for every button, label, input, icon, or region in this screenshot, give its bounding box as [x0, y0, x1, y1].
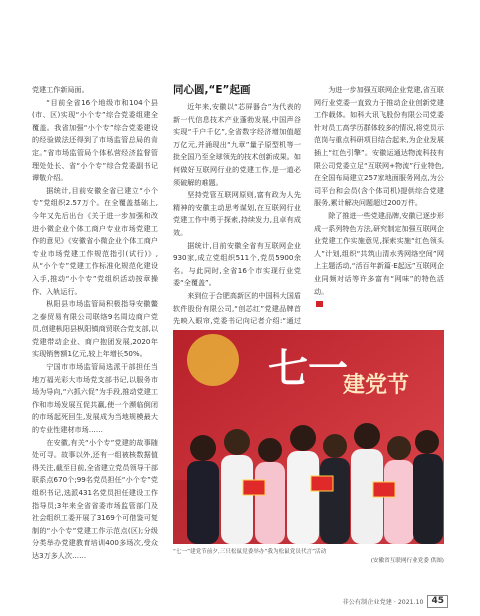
event-photo [173, 330, 444, 544]
caption-text: “七一”建党节前夕,三只松鼠党委举办“我为松鼠党员代言”活动 [173, 549, 327, 555]
paragraph: 近年来,安徽以“芯屏器合”为代表的新一代信息技术产业蓬勃发展,中国声谷实现“千户千亿”,全省数字经济增加值超万亿元,并涌现出“九章”量子原型机等一批全国乃至全球领先的技术创新成果。如何做好互联网行业的党建工作,是一道必须破解的难题。 [173, 102, 301, 187]
paragraph: 为进一步加强互联网企业党建,省互联网行业党委一直致力于推动企业创新党建工作载体。如科大讯飞股份有限公司党委针对员工高学历群体较多的情况,将党员示范岗与重点科研项目结合起来,为企业发展插上“红色引擎”。安徽运通达物流科技有限公司党委立足“互联网+物流”行业特色,在全国布局建立257家地面服务网点,为公司平台和会员(含个体司机)提供综合党建服务,累计解决问题超过200万件。 [314, 85, 444, 208]
event-photo-illustration [173, 330, 444, 544]
paragraph: 来到位于合肥高新区的中国科大国盾软件股份有限公司,“创芯红”党建品牌首先映入眼帘,党委书记向记者介绍:“通过 [173, 290, 301, 326]
end-mark-icon [316, 301, 323, 307]
paragraph: 除了推进一些党建品牌,安徽已逐步形成一系列特色方法,研究制定加强互联网企业党建工作实施意见,探索实施“红色领头人”计划,组织“共筑山清水秀网络空间”网上主题活动,“活百年新篇·E起远”互联网企业同频对话等许多富有“网味”的特色活动。 [314, 210, 444, 296]
paragraph: 党建工作新局面。 [32, 85, 89, 94]
article-column-left [32, 84, 158, 563]
paragraph: “目前全省16个地级市和104个县(市、区)实现“小个专”综合党委组建全覆盖。我省加强“小个专”综合党委建设的经验做法还得到了市场监管总局的肯定。”省市场监管局个体私营经济监督管理处处长、省“小个专”综合党委副书记谭敬介绍。 [32, 97, 158, 183]
paragraph: 宁国市市场监管局选派干部担任当地万福光彩大市场党支部书记,以服务市场为导向,“六抓六促”为手段,推动党建工作和市场发展互促共赢,使一个濒临倒闭的市场起死回生,发展成为当地规模最大的专业性建材市场…… [32, 362, 158, 435]
paragraph: 据统计,目前安徽全省有互联网企业930家,成立党组织511个,党员5900余名。与此同时,全省16个市实现行业党委“全覆盖”。 [173, 240, 301, 288]
paragraph: 坚持党管互联网原则,富有政为人先精神的安徽主动思考谋划,在互联网行业党建工作中勇于探索,持续发力,且卓有成效。 [173, 190, 301, 237]
banner-text: 七一 [268, 345, 348, 392]
paragraph: 枞阳县市场监管局积极指导安徽鳖之泰贸易有限公司联络9名周边商户党员,创建枞阳县枞阳镇商贸联合党支部,以党建带动企业、商户抱团发展,2020年实现销售额1亿元,较上年增长50%。 [32, 299, 158, 359]
section-heading: 同心圆,“E”起画 [173, 84, 251, 96]
paragraph: 据统计,目前安徽全省已建立“小个专”党组织2.57万个。在全覆盖基础上,今年又先后出台《关于进一步加强和改进小微企业个体工商户专业市场党建工作的意见》《安徽省小微企业个体工商户专业市场党建工作规范指引(试行)》,从“小个专”党建工作标准化规范化建设入手,推动“小个专”党组织活动按章操作、入轨运行。 [32, 185, 158, 296]
banner-subtext: 建党节 [343, 372, 410, 398]
paragraph: 在安徽,有关“小个专”党建的故事随处可寻。故事以外,还有一组被核数据值得关注,截至目前,全省建立党员领导干部联系点670个;99名党员担任“小个专”党组织书记,选派431名党员担任建设工作指导员;3年来全省省委市场监管部门及社会组织工委开展了3169个可借鉴可复制的“小个专”党建工作示范点(区);分级分类举办党建教育培训400多场次,受众达3万多人次…… [32, 437, 158, 560]
photo-credit: (安徽省互联网行业党委 供图) [370, 558, 444, 564]
article-column-right [314, 84, 444, 311]
page-number: 45 [427, 595, 448, 608]
photo-caption [173, 548, 444, 566]
page-footer [342, 595, 448, 608]
magazine-issue: 非公有制企业党建 · 2021.10 [342, 599, 424, 606]
